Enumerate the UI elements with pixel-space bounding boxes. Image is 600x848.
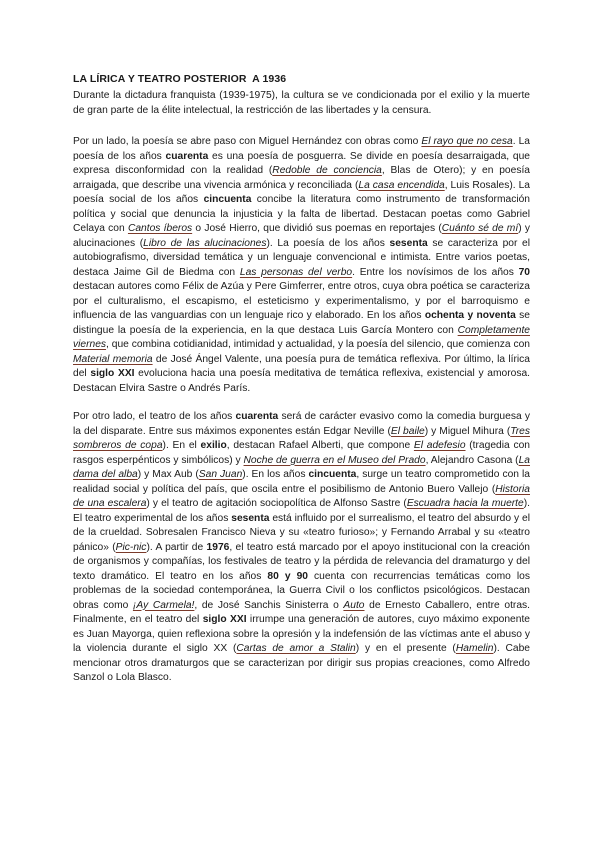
paragraph-teatro [73, 410, 530, 686]
text-run: ). En el [162, 440, 201, 451]
work-title: Tres sombreros de copa [73, 425, 530, 451]
text-run: está influido por el surrealismo, el teatro del absurdo y el de la crueldad. Sobresalen Francisco Nieva y su «teatro furioso»; y Fernando Arrabal y su «teatro pánico» ( [73, 512, 530, 553]
text-run: irrumpe una generación de autores, cuyo máximo exponente es Juan Mayorga, quien reflexiona sobre la opresión y la indefensión de las víctimas ante el abuso y la violencia durante el siglo XX ( [73, 614, 530, 654]
text-run: ). En los años [242, 469, 309, 480]
text-run: Por otro lado, el teatro de los años [73, 411, 236, 422]
work-title: Completamente viernes [73, 324, 530, 350]
emphasis-bold: sesenta [231, 512, 270, 524]
work-title: El baile [390, 425, 425, 437]
text-run: ) y alucinaciones ( [73, 223, 530, 249]
text-run: , que combina cotidianidad, intimidad y actualidad, y la poesía del silencio, que comienza con [106, 339, 530, 350]
work-title: Cartas de amor a Stalin [236, 643, 356, 654]
text-run: es una poesía de posguerra. Se divide en poesía desarraigada, que expresa disconformidad con la realidad ( [73, 150, 530, 176]
emphasis-bold: ochenta y noventa [424, 310, 516, 321]
emphasis-bold: cincuenta [203, 194, 252, 205]
document-title: LA LÍRICA Y TEATRO POSTERIOR A 1936 [73, 73, 287, 85]
text-run: , destacan Rafael Alberti, que compone [226, 440, 414, 451]
work-title: El rayo que no cesa [421, 136, 513, 147]
text-run: será de carácter evasivo como la comedia burguesa y la del disparate. Entre sus máximos exponentes están Edgar Neville ( [73, 411, 530, 437]
work-title: Auto [343, 599, 365, 611]
text-run: ) y en el presente ( [355, 643, 456, 654]
work-title: La dama del alba [73, 454, 530, 480]
text-run: de José Ángel Valente, una poesía pura de temática reflexiva. Por último, la lírica del [73, 353, 530, 379]
work-title: El adefesio [413, 440, 466, 451]
work-title: Pic-nic [115, 541, 147, 553]
work-title: Cantos íberos [127, 223, 193, 234]
text-run: ). A partir de [146, 541, 207, 553]
text-run: . La poesía de los años [73, 136, 530, 162]
intro-paragraph: Durante la dictadura franquista (1939-1975), la cultura se ve condicionada por el exilio y la muerte de gran parte de la élite intelectual, la restricción de las libertades y la censura. [73, 90, 530, 116]
work-title: Material memoria [73, 353, 153, 365]
text-run: , surge un teatro comprometido con la realidad social y política del país, que oscila entre el posibilismo de Antonio Buero Vallejo ( [73, 469, 530, 495]
work-title: ¡Ay Carmela! [132, 599, 195, 611]
work-title: Hamelin [455, 643, 494, 654]
work-title: Redoble de conciencia [272, 165, 382, 176]
work-title: Cuánto sé de mí [441, 223, 519, 234]
emphasis-bold: cuarenta [165, 150, 209, 162]
emphasis-bold: cincuenta [308, 469, 357, 480]
work-title: Noche de guerra en el Museo del Prado [243, 454, 426, 466]
emphasis-bold: siglo XXI [90, 368, 135, 379]
paragraph-poesia [73, 135, 530, 396]
text-run: , Luis Rosales). La poesía social de los años [73, 179, 530, 205]
text-run: ). La poesía de los años [266, 237, 390, 249]
text-run: ). El teatro experimental de los años [73, 498, 530, 524]
work-title: Historia de una escalera [73, 483, 530, 509]
text-run: , de José Sanchis Sinisterra o [194, 599, 344, 611]
text-run: concibe la literatura como instrumento de transformación política y social que denuncia la injusticia y la falta de libertad. Destacan poetas como Gabriel Celaya con [73, 194, 530, 234]
text-run: ) y Miguel Mihura ( [424, 425, 511, 437]
work-title: Escuadra hacia la muerte [406, 498, 524, 509]
emphasis-bold: siglo XXI [202, 614, 247, 625]
emphasis-bold: 1976 [206, 541, 230, 553]
text-run: ). Cabe mencionar otros dramaturgos que se caracterizan por dirigir sus propias creaciones, como Alfredo Sanzol o Lola Blasco. [73, 643, 530, 683]
emphasis-bold: exilio [200, 440, 227, 451]
text-run: , el teatro está marcado por el apoyo institucional con la creación de organismos y compañías, los festivales de teatro y la pérdida de relevancia del dramaturgo y del texto dramático. El teatro en los años [73, 541, 530, 582]
text-run: o José Hierro, que dividió sus poemas en reportajes ( [192, 223, 442, 234]
text-run: , Blas de Otero); y en poesía arraigada, que describe una vivencia armónica y reconciliada ( [73, 165, 530, 191]
text-run: de Ernesto Caballero, entre otras. Finalmente, en el teatro del [73, 599, 530, 625]
text-run: Por un lado, la poesía se abre paso con Miguel Hernández con obras como [73, 136, 422, 147]
emphasis-bold: 70 [518, 266, 530, 278]
emphasis-bold: sesenta [389, 237, 428, 249]
work-title: La casa encendida [358, 179, 445, 191]
text-run: evoluciona hacia una poesía meditativa de temática reflexiva, existencial y amorosa. Destacan Elvira Sastre o Andrés París. [73, 368, 530, 394]
emphasis-bold: 80 y 90 [267, 570, 309, 582]
text-run: ) y Max Aub ( [137, 469, 199, 480]
text-run: cuenta con recurrencias temáticas como los problemas de la sociedad contemporánea, la Guerra Civil o los conflictos psicológicos. Destacan obras como [73, 570, 530, 611]
text-run: (tragedia con rasgos esperpénticos y simbólicos) y [73, 440, 530, 466]
text-run: destacan autores como Félix de Azúa y Pere Gimferrer, entre otros, cuya obra poética se caracteriza por el culturalismo, el escapismo, el esteticismo y experimentalismo, y por el barroquismo e influencia de las vanguardias con un lenguaje rico y elaborado. En los años [73, 281, 530, 321]
text-run: . Entre los novísimos de los años [352, 266, 519, 278]
text-run: ) y el teatro de agitación sociopolítica de Alfonso Sastre ( [146, 498, 407, 509]
work-title: Libro de las alucinaciones [143, 237, 267, 249]
work-title: Las personas del verbo [239, 266, 353, 278]
emphasis-bold: cuarenta [235, 411, 279, 422]
text-run: se caracteriza por el autobiografismo, diversidad temática y un lenguaje convencional e intimista. Entre varios poetas, destaca Jaime Gil de Biedma con [73, 237, 531, 278]
work-title: San Juan [198, 469, 243, 480]
text-run: se distingue la poesía de la experiencia, en la que destaca Luis García Montero con [73, 310, 530, 336]
text-run: , Alejandro Casona ( [425, 454, 519, 466]
